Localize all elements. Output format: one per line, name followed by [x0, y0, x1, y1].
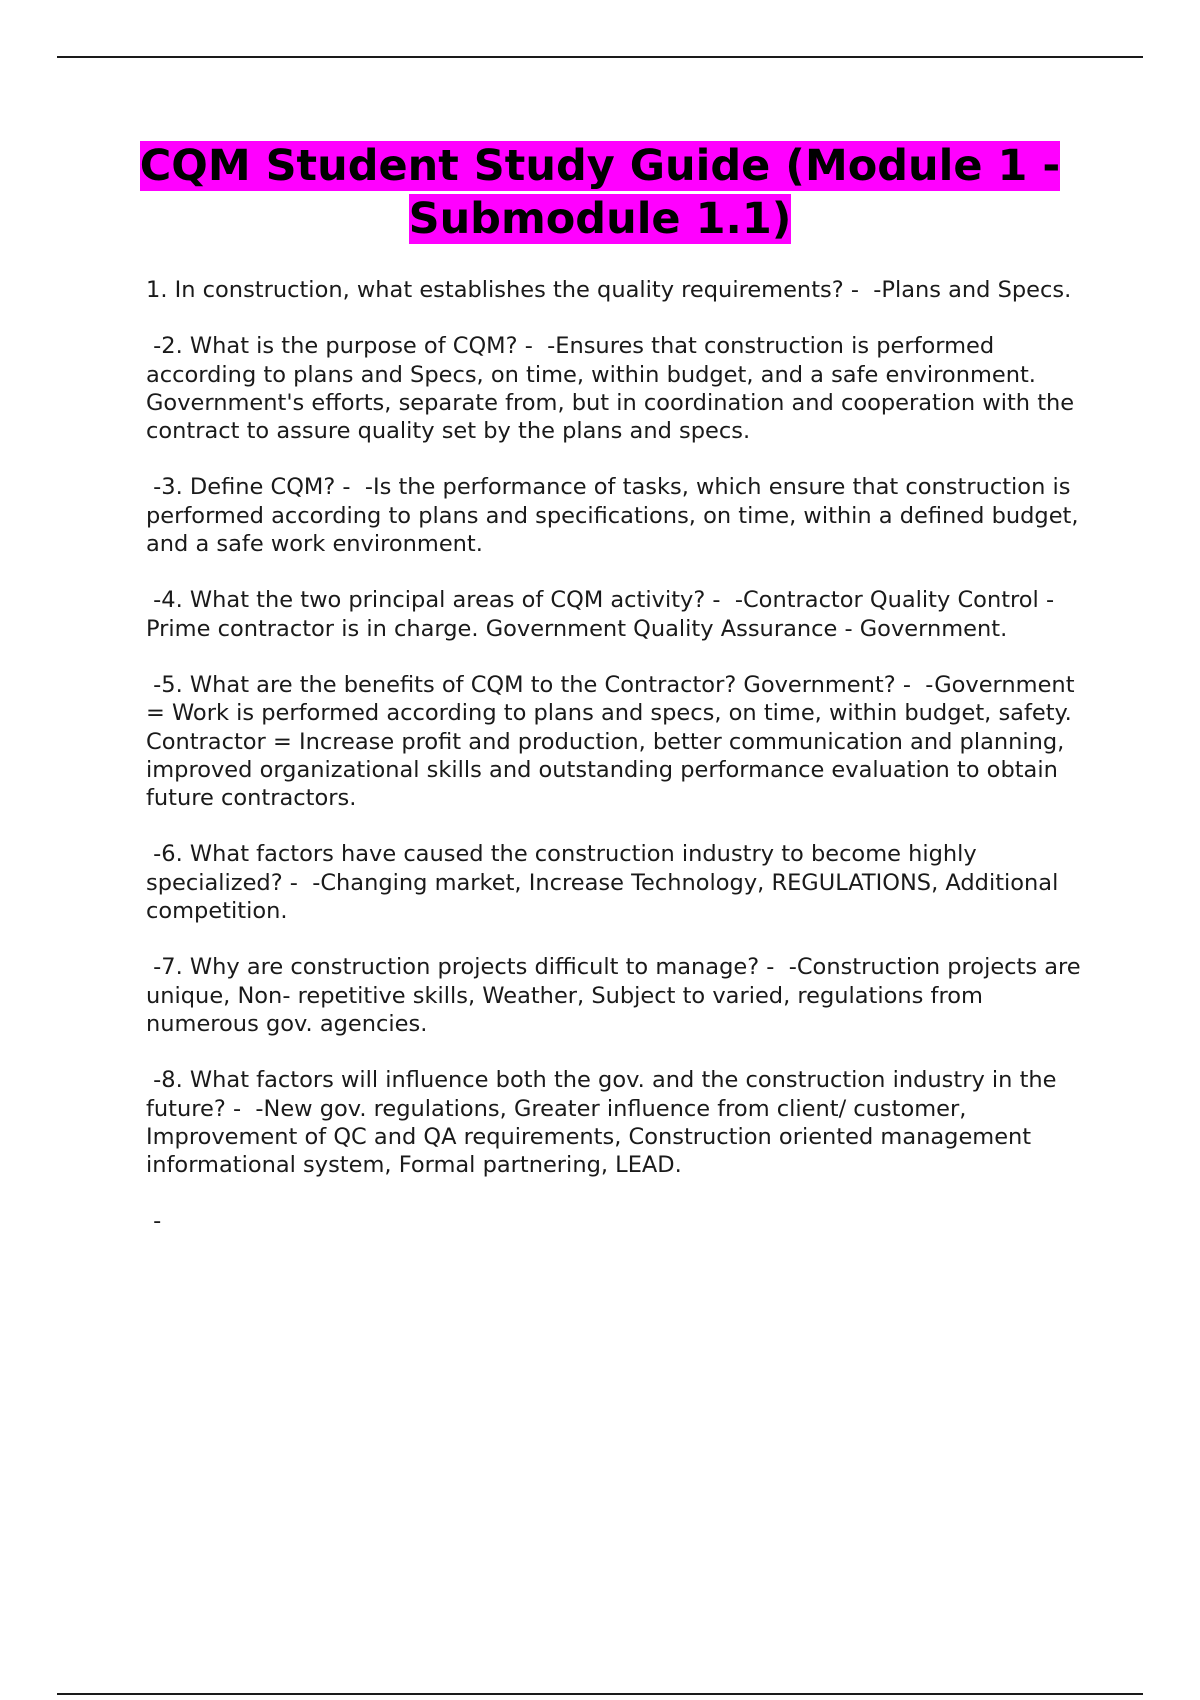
qa-item-8: -8. What factors will influence both the gov. and the construction industry in the future? - -New gov. regulations, Greater influence from client/ customer, Improvement of QC and QA requirements, Construction oriented management informational system, Formal partnering, LEAD.: [146, 1067, 1064, 1179]
qa-item-1: 1. In construction, what establishes the quality requirements? - -Plans and Specs.: [146, 277, 1072, 303]
qa-item-3: -3. Define CQM? - -Is the performance of tasks, which ensure that construction is performed according to plans and specifications, on time, within a defined budget, and a safe work environment.: [146, 474, 1086, 558]
qa-item-6: -6. What factors have caused the construction industry to become highly specialized? - -Changing market, Increase Technology, REGULATIONS, Additional competition.: [146, 841, 1066, 925]
qa-item-2: -2. What is the purpose of CQM? - -Ensures that construction is performed according to plans and Specs, on time, within budget, and a safe environment. Government's efforts, separate from, but in coordination and cooperation with the contract to assure quality set by the plans and specs.: [146, 333, 1082, 445]
qa-item-4: -4. What the two principal areas of CQM activity? - -Contractor Quality Control - Prime contractor is in charge. Government Quality Assurance - Government.: [146, 587, 1062, 642]
top-rule: [57, 56, 1143, 58]
qa-item-7: -7. Why are construction projects difficult to manage? - -Construction projects are unique, Non- repetitive skills, Weather, Subject to varied, regulations from numerous gov. agencies.: [146, 954, 1088, 1037]
bottom-rule: [57, 1693, 1143, 1695]
page-title: CQM Student Study Guide (Module 1 - Submodule 1.1): [139, 141, 1061, 244]
qa-item-5: -5. What are the benefits of CQM to the Contractor? Government? - -Government = Work is performed according to plans and specs, on time, within budget, safety. Contractor = Increase profit and production, better communication and planning, improved organizational skills and outstanding performance evaluation to obtain future contractors.: [146, 671, 1082, 812]
title-block: [60, 140, 1140, 246]
trailing-dash: -: [146, 1208, 162, 1235]
study-guide-body: [146, 276, 1086, 1236]
